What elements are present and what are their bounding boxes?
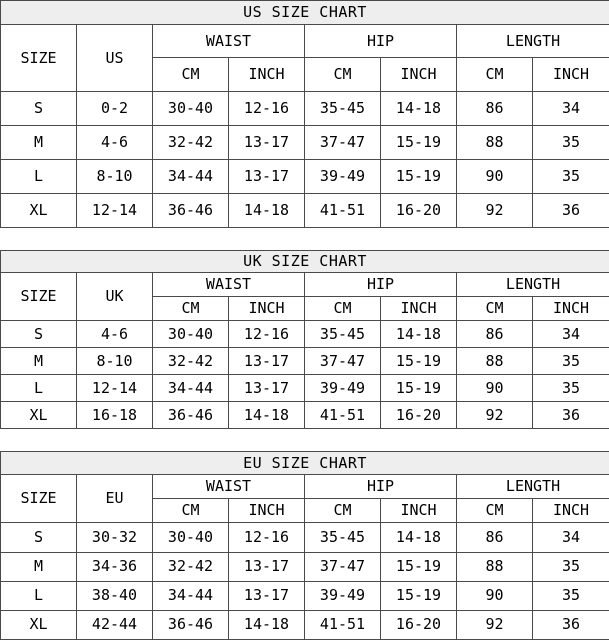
- uk-hip-inch-header: INCH: [381, 297, 457, 321]
- uk-hip-header: HIP: [305, 273, 457, 297]
- eu-cell-waist-inch: 14-18: [229, 610, 305, 639]
- uk-table-row: [1, 402, 609, 429]
- us-cell-size: S: [1, 92, 77, 126]
- us-cell-waist-inch: 12-16: [229, 92, 305, 126]
- eu-cell-hip-cm: 41-51: [305, 610, 381, 639]
- us-cell-region-size: 12-14: [77, 194, 153, 228]
- uk-length-inch-header: INCH: [533, 297, 609, 321]
- eu-hip-header: HIP: [305, 475, 457, 499]
- eu-table-row: [1, 523, 609, 552]
- eu-cell-waist-inch: 12-16: [229, 523, 305, 552]
- eu-cell-region-size: 34-36: [77, 552, 153, 581]
- uk-cell-hip-cm: 35-45: [305, 321, 381, 348]
- eu-cell-hip-cm: 39-49: [305, 581, 381, 610]
- uk-cell-hip-cm: 39-49: [305, 375, 381, 402]
- eu-cell-length-cm: 90: [457, 581, 533, 610]
- eu-cell-region-size: 42-44: [77, 610, 153, 639]
- uk-cell-hip-inch: 15-19: [381, 348, 457, 375]
- uk-waist-cm-header: CM: [153, 297, 229, 321]
- us-cell-hip-cm: 35-45: [305, 92, 381, 126]
- us-cell-waist-inch: 14-18: [229, 194, 305, 228]
- uk-cell-hip-cm: 37-47: [305, 348, 381, 375]
- eu-cell-length-inch: 35: [533, 552, 609, 581]
- uk-cell-hip-inch: 14-18: [381, 321, 457, 348]
- us-hip-cm-header: CM: [305, 58, 381, 92]
- eu-cell-size: XL: [1, 610, 77, 639]
- us-cell-region-size: 4-6: [77, 126, 153, 160]
- uk-cell-waist-inch: 14-18: [229, 402, 305, 429]
- uk-cell-length-cm: 86: [457, 321, 533, 348]
- uk-cell-size: L: [1, 375, 77, 402]
- us-table-row: [1, 194, 609, 228]
- eu-table-row: [1, 581, 609, 610]
- eu-cell-size: M: [1, 552, 77, 581]
- eu-length-inch-header: INCH: [533, 499, 609, 523]
- us-cell-size: M: [1, 126, 77, 160]
- us-cell-waist-cm: 34-44: [153, 160, 229, 194]
- us-waist-inch-header: INCH: [229, 58, 305, 92]
- eu-cell-region-size: 30-32: [77, 523, 153, 552]
- us-cell-size: L: [1, 160, 77, 194]
- uk-cell-waist-inch: 13-17: [229, 348, 305, 375]
- uk-size-header: SIZE: [1, 273, 77, 321]
- us-length-cm-header: CM: [457, 58, 533, 92]
- uk-cell-hip-inch: 15-19: [381, 375, 457, 402]
- eu-cell-length-inch: 35: [533, 581, 609, 610]
- eu-cell-waist-cm: 36-46: [153, 610, 229, 639]
- us-cell-length-inch: 34: [533, 92, 609, 126]
- eu-table-row: [1, 552, 609, 581]
- uk-length-header: LENGTH: [457, 273, 609, 297]
- eu-table-row: [1, 610, 609, 639]
- eu-length-cm-header: CM: [457, 499, 533, 523]
- eu-cell-waist-cm: 32-42: [153, 552, 229, 581]
- us-waist-cm-header: CM: [153, 58, 229, 92]
- eu-length-header: LENGTH: [457, 475, 609, 499]
- us-hip-inch-header: INCH: [381, 58, 457, 92]
- us-cell-length-cm: 90: [457, 160, 533, 194]
- uk-cell-length-inch: 35: [533, 348, 609, 375]
- eu-cell-waist-cm: 30-40: [153, 523, 229, 552]
- us-cell-waist-cm: 30-40: [153, 92, 229, 126]
- uk-cell-waist-cm: 36-46: [153, 402, 229, 429]
- uk-length-cm-header: CM: [457, 297, 533, 321]
- us-cell-waist-inch: 13-17: [229, 160, 305, 194]
- eu-cell-waist-cm: 34-44: [153, 581, 229, 610]
- us-cell-length-inch: 35: [533, 160, 609, 194]
- uk-waist-header: WAIST: [153, 273, 305, 297]
- eu-cell-hip-inch: 14-18: [381, 523, 457, 552]
- us-cell-region-size: 8-10: [77, 160, 153, 194]
- uk-chart-title: UK SIZE CHART: [1, 251, 609, 273]
- us-cell-length-cm: 92: [457, 194, 533, 228]
- us-size-chart: [0, 0, 609, 228]
- eu-cell-length-inch: 34: [533, 523, 609, 552]
- uk-table-row: [1, 321, 609, 348]
- eu-waist-inch-header: INCH: [229, 499, 305, 523]
- us-cell-length-inch: 36: [533, 194, 609, 228]
- uk-waist-inch-header: INCH: [229, 297, 305, 321]
- eu-cell-length-inch: 36: [533, 610, 609, 639]
- eu-cell-size: L: [1, 581, 77, 610]
- eu-cell-size: S: [1, 523, 77, 552]
- us-table-row: [1, 160, 609, 194]
- uk-cell-length-inch: 34: [533, 321, 609, 348]
- uk-table-row: [1, 348, 609, 375]
- uk-hip-cm-header: CM: [305, 297, 381, 321]
- eu-size-header: SIZE: [1, 475, 77, 523]
- us-chart-title: US SIZE CHART: [1, 1, 609, 25]
- us-cell-hip-cm: 39-49: [305, 160, 381, 194]
- eu-cell-hip-cm: 35-45: [305, 523, 381, 552]
- eu-cell-length-cm: 92: [457, 610, 533, 639]
- uk-cell-length-cm: 88: [457, 348, 533, 375]
- eu-cell-region-size: 38-40: [77, 581, 153, 610]
- uk-cell-region-size: 8-10: [77, 348, 153, 375]
- eu-cell-length-cm: 88: [457, 552, 533, 581]
- eu-waist-header: WAIST: [153, 475, 305, 499]
- us-cell-length-cm: 86: [457, 92, 533, 126]
- us-table-row: [1, 126, 609, 160]
- uk-cell-size: S: [1, 321, 77, 348]
- us-size-header: SIZE: [1, 25, 77, 92]
- eu-hip-cm-header: CM: [305, 499, 381, 523]
- uk-cell-hip-inch: 16-20: [381, 402, 457, 429]
- us-cell-length-inch: 35: [533, 126, 609, 160]
- eu-cell-hip-inch: 15-19: [381, 581, 457, 610]
- eu-cell-length-cm: 86: [457, 523, 533, 552]
- eu-chart-title: EU SIZE CHART: [1, 452, 609, 475]
- uk-cell-waist-inch: 12-16: [229, 321, 305, 348]
- uk-region-header: UK: [77, 273, 153, 321]
- us-length-header: LENGTH: [457, 25, 609, 58]
- uk-cell-length-inch: 35: [533, 375, 609, 402]
- uk-cell-region-size: 4-6: [77, 321, 153, 348]
- us-cell-hip-inch: 14-18: [381, 92, 457, 126]
- us-cell-hip-cm: 37-47: [305, 126, 381, 160]
- us-cell-size: XL: [1, 194, 77, 228]
- us-cell-length-cm: 88: [457, 126, 533, 160]
- uk-cell-waist-cm: 32-42: [153, 348, 229, 375]
- uk-cell-hip-cm: 41-51: [305, 402, 381, 429]
- us-length-inch-header: INCH: [533, 58, 609, 92]
- us-cell-hip-inch: 15-19: [381, 126, 457, 160]
- eu-cell-hip-inch: 15-19: [381, 552, 457, 581]
- us-table-row: [1, 92, 609, 126]
- us-cell-waist-cm: 36-46: [153, 194, 229, 228]
- eu-size-chart: [0, 451, 609, 640]
- eu-hip-inch-header: INCH: [381, 499, 457, 523]
- us-cell-hip-inch: 16-20: [381, 194, 457, 228]
- us-cell-hip-cm: 41-51: [305, 194, 381, 228]
- eu-cell-hip-cm: 37-47: [305, 552, 381, 581]
- uk-cell-waist-cm: 30-40: [153, 321, 229, 348]
- eu-cell-hip-inch: 16-20: [381, 610, 457, 639]
- uk-cell-size: XL: [1, 402, 77, 429]
- uk-cell-size: M: [1, 348, 77, 375]
- uk-cell-region-size: 12-14: [77, 375, 153, 402]
- us-region-header: US: [77, 25, 153, 92]
- eu-region-header: EU: [77, 475, 153, 523]
- uk-cell-length-cm: 90: [457, 375, 533, 402]
- us-waist-header: WAIST: [153, 25, 305, 58]
- us-cell-waist-cm: 32-42: [153, 126, 229, 160]
- us-cell-hip-inch: 15-19: [381, 160, 457, 194]
- us-cell-region-size: 0-2: [77, 92, 153, 126]
- uk-table-row: [1, 375, 609, 402]
- us-hip-header: HIP: [305, 25, 457, 58]
- uk-size-chart: [0, 250, 609, 429]
- eu-cell-waist-inch: 13-17: [229, 581, 305, 610]
- uk-cell-length-inch: 36: [533, 402, 609, 429]
- uk-cell-waist-inch: 13-17: [229, 375, 305, 402]
- uk-cell-waist-cm: 34-44: [153, 375, 229, 402]
- eu-waist-cm-header: CM: [153, 499, 229, 523]
- us-cell-waist-inch: 13-17: [229, 126, 305, 160]
- uk-cell-length-cm: 92: [457, 402, 533, 429]
- eu-cell-waist-inch: 13-17: [229, 552, 305, 581]
- uk-cell-region-size: 16-18: [77, 402, 153, 429]
